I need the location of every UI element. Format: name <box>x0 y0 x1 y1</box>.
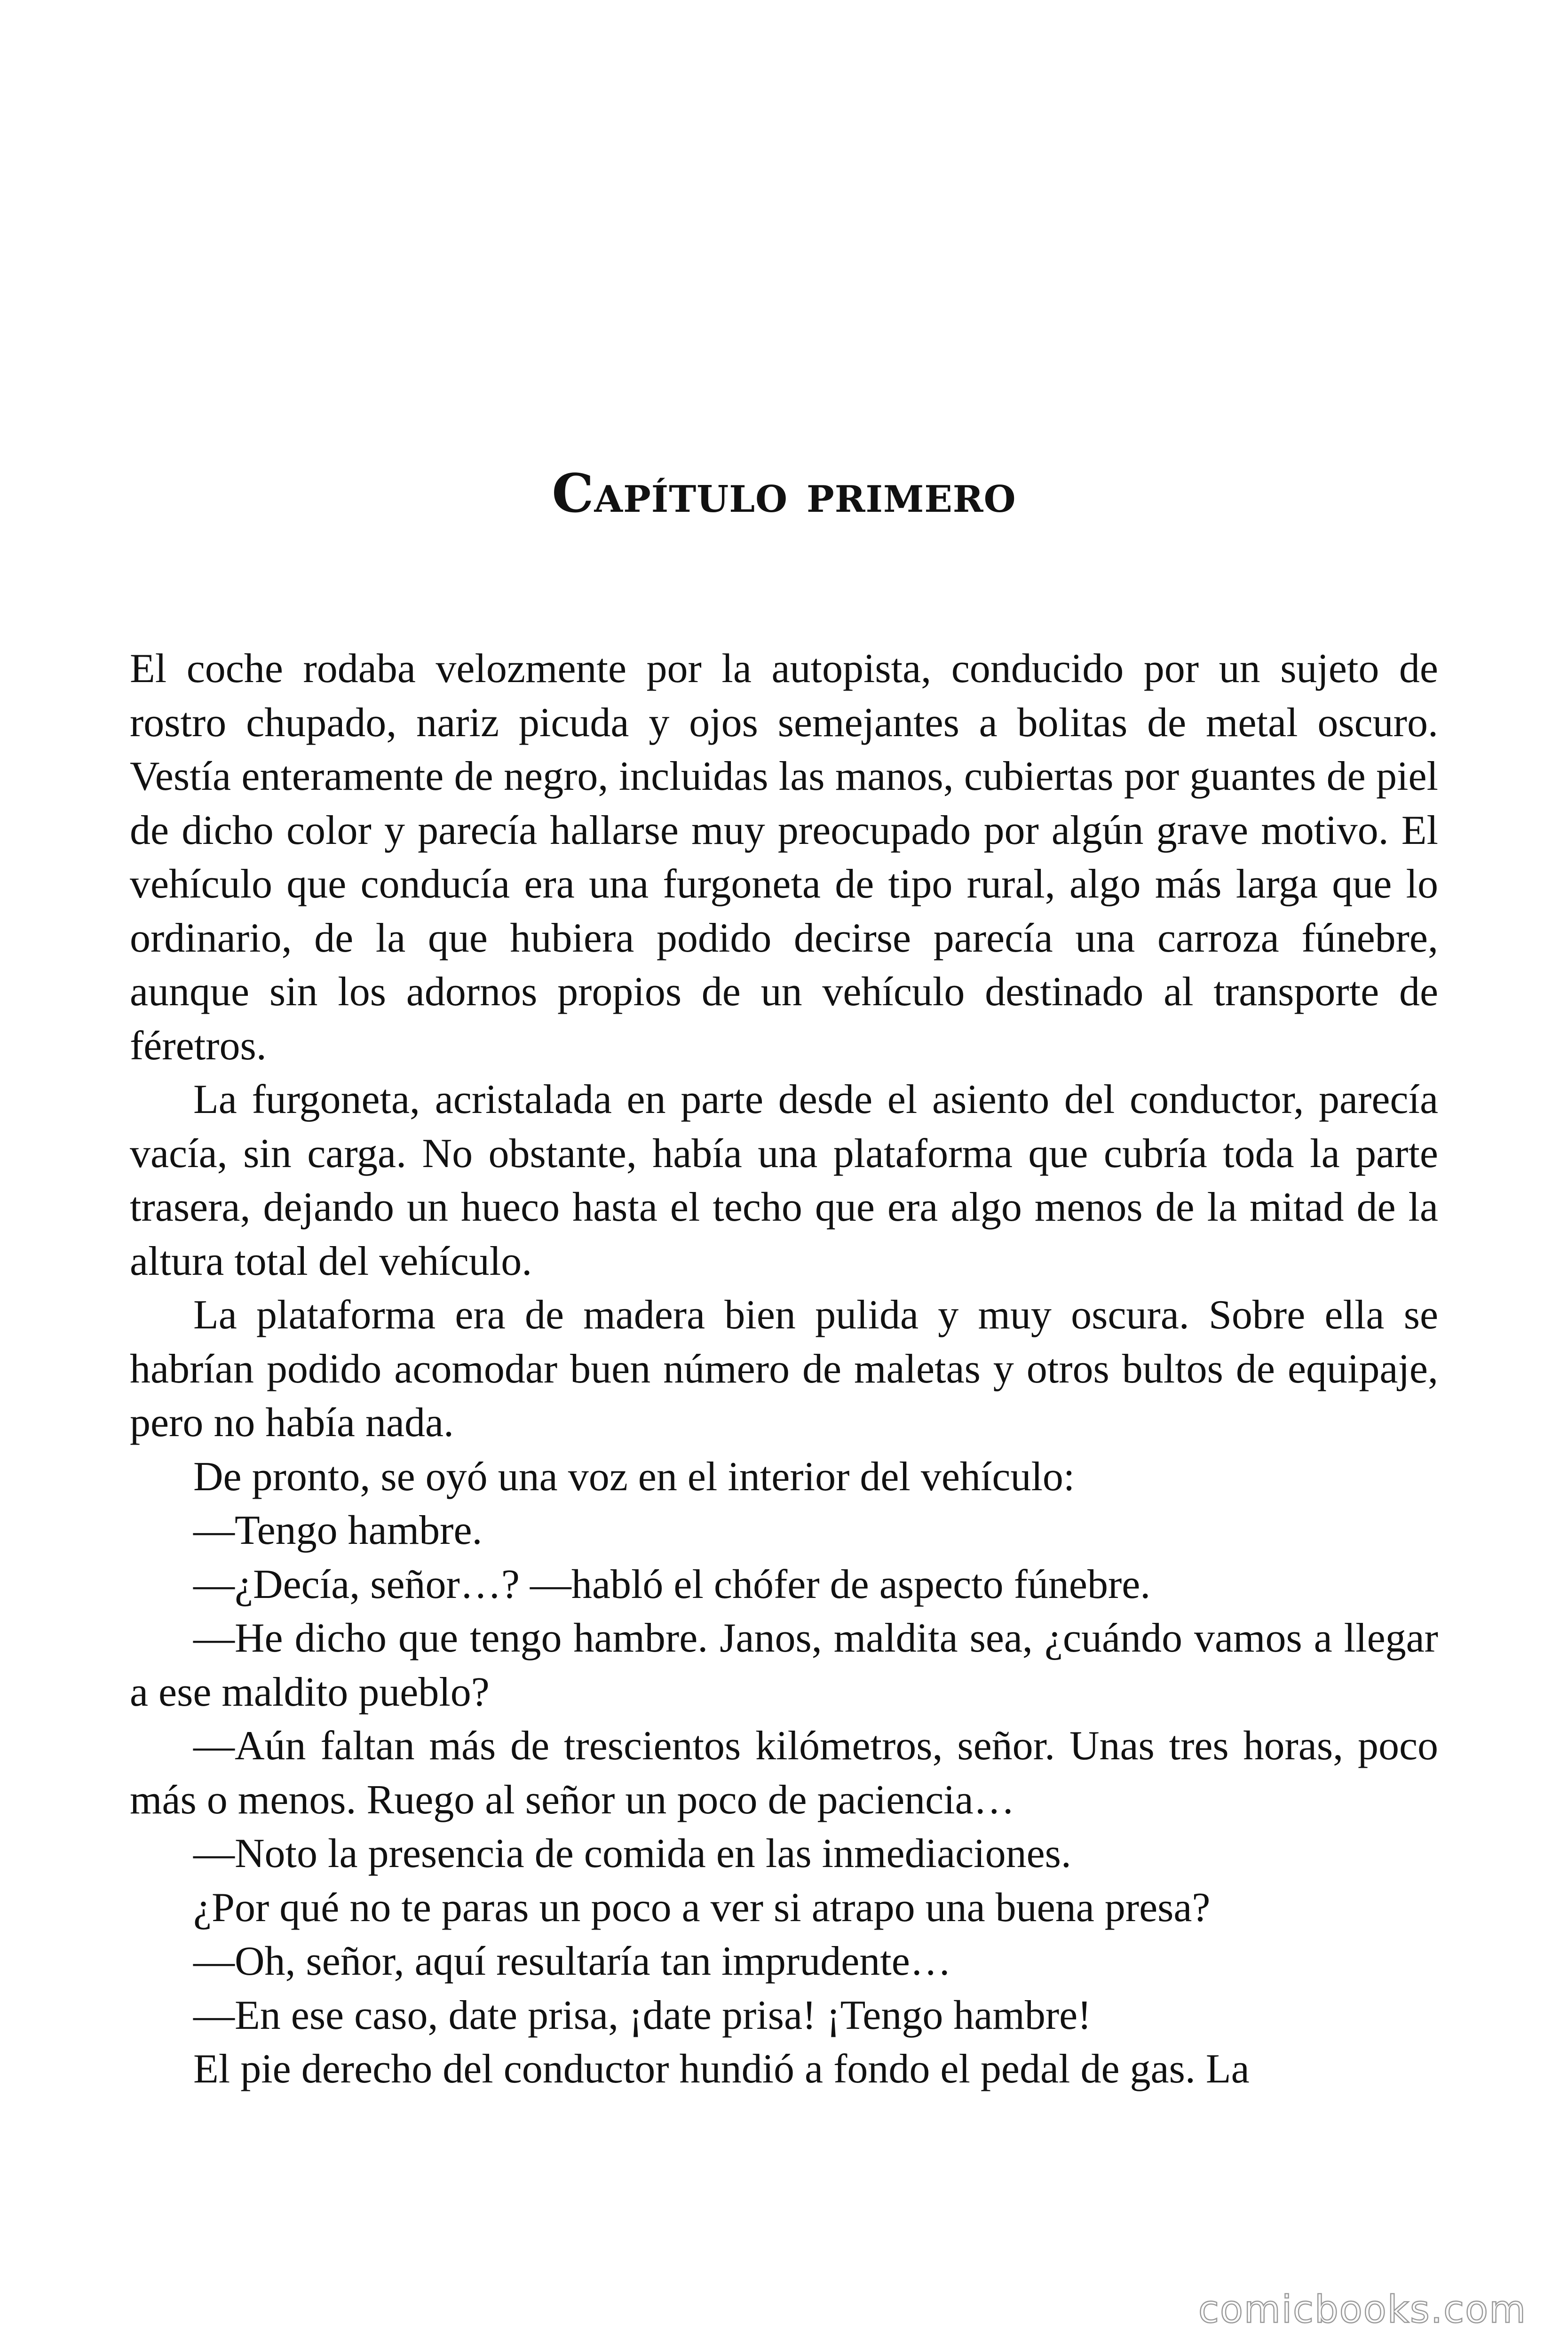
paragraph: El coche rodaba velozmente por la autopista, conducido por un sujeto de rostro chupado, nariz picuda y ojos semejantes a bolitas de metal oscuro. Vestía enteramente de negro, incluidas las manos, cubiertas por guantes de piel de dicho color y parecía hallarse muy preocupado por algún grave motivo. El vehículo que conducía era una furgoneta de tipo rural, algo más larga que lo ordinario, de la que hubiera podido decirse parecía una carroza fúnebre, aunque sin los adornos propios de un vehículo destinado al transporte de féretros. <box>130 646 1438 1069</box>
chapter-title: Capítulo primero <box>552 463 1016 524</box>
paragraph: La plataforma era de madera bien pulida y muy oscura. Sobre ella se habrían podido acomodar buen número de maletas y otros bultos de equipaje, pero no había nada. <box>130 1292 1438 1446</box>
dialogue-line: —En ese caso, date prisa, ¡date prisa! ¡Tengo hambre! <box>193 1992 1092 2038</box>
dialogue-line: —Tengo hambre. <box>193 1508 483 1553</box>
paragraph: La furgoneta, acristalada en parte desde el asiento del conductor, parecía vacía, sin carga. No obstante, había una plataforma que cubría toda la parte trasera, dejando un hueco hasta el techo que era algo menos de la mitad de la altura total del vehículo. <box>130 1077 1438 1284</box>
dialogue-line: —Aún faltan más de trescientos kilómetros, señor. Unas tres horas, poco más o menos. Ruego al señor un poco de paciencia… <box>130 1723 1438 1823</box>
paragraph: El pie derecho del conductor hundió a fondo el pedal de gas. La <box>193 2046 1250 2092</box>
dialogue-line: —Oh, señor, aquí resultaría tan imprudente… <box>193 1939 951 1984</box>
dialogue-line: —He dicho que tengo hambre. Janos, maldita sea, ¿cuándo vamos a llegar a ese maldito pueblo? <box>130 1615 1438 1715</box>
dialogue-line: —Noto la presencia de comida en las inmediaciones. <box>193 1831 1071 1876</box>
watermark: comicbooks.com <box>1198 2288 1527 2331</box>
paragraph: De pronto, se oyó una voz en el interior del vehículo: <box>193 1454 1075 1500</box>
dialogue-line: —¿Decía, señor…? —habló el chófer de aspecto fúnebre. <box>193 1561 1151 1607</box>
body-text <box>130 642 1438 2097</box>
dialogue-line: ¿Por qué no te paras un poco a ver si atrapo una buena presa? <box>193 1884 1211 1931</box>
